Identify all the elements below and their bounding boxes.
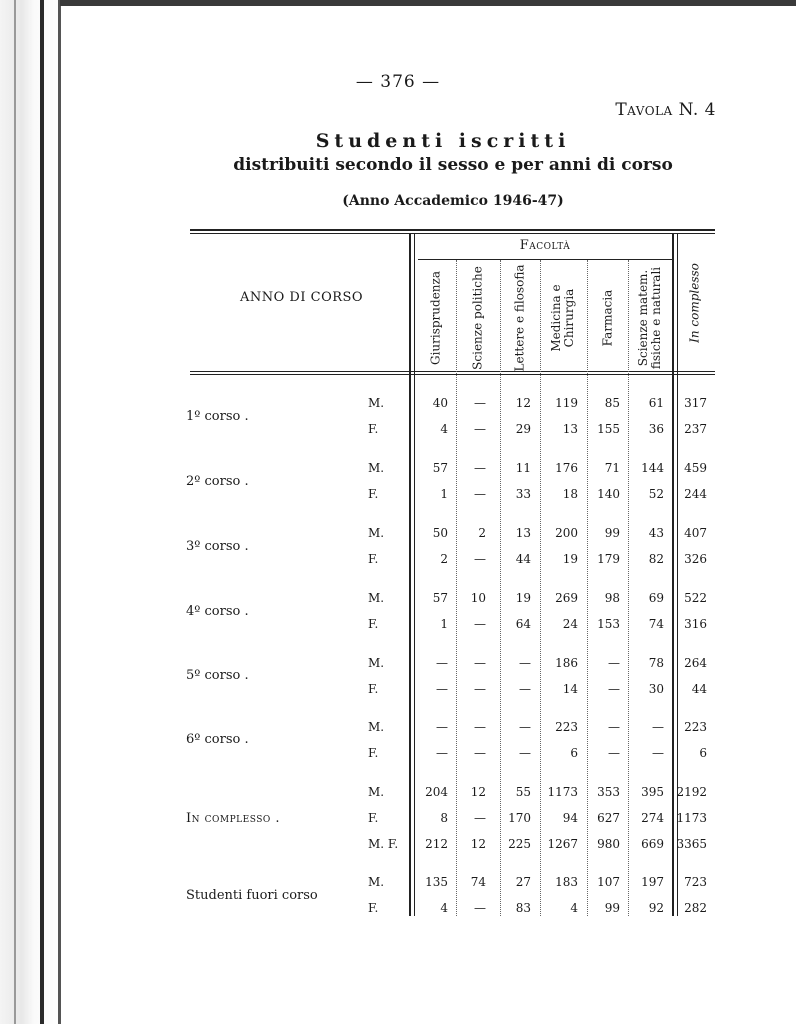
table-cell: 74 [648,617,664,631]
table-cell: 83 [515,901,531,915]
table-cell: 92 [648,901,664,915]
table-cell: 326 [684,552,707,566]
sex-label: F. [368,901,379,915]
binding-shadow-line [14,0,16,1024]
table-cell: 153 [597,617,620,631]
table-cell: 2192 [676,785,707,799]
table-cell: — [474,656,486,670]
table-cell: — [474,617,486,631]
table-cell: 407 [684,526,707,540]
row-label: 4º corso . [186,604,249,619]
table-cell: 223 [555,720,578,734]
table-cell: 1173 [547,785,578,799]
table-cell: — [436,746,448,760]
table-cell: 10 [470,591,486,605]
table-cell: — [608,720,620,734]
table-cell: 204 [425,785,448,799]
table-cell: 980 [597,837,620,851]
table-cell: 29 [515,422,531,436]
table-cell: 186 [555,656,578,670]
sex-label: M. [368,720,385,734]
table-cell: 71 [604,461,620,475]
table-cell: 269 [555,591,578,605]
sex-label: F. [368,746,379,760]
total-divider [672,234,674,916]
table-cell: 1 [440,617,448,631]
table-cell: 179 [597,552,620,566]
table-cell: 82 [648,552,664,566]
sex-label: M. [368,526,385,540]
table-cell: 1267 [547,837,578,851]
table-cell: 94 [562,811,578,825]
table-cell: 144 [641,461,664,475]
column-rule [628,260,629,916]
row-label: 5º corso . [186,668,249,683]
table-cell: 459 [684,461,707,475]
row-label: 1º corso . [186,409,249,424]
sex-label: F. [368,422,379,436]
table-cell: 119 [555,396,578,410]
table-cell: — [519,746,531,760]
sex-label: M. [368,461,385,475]
table-cell: 50 [432,526,448,540]
table-cell: 36 [648,422,664,436]
table-cell: — [436,682,448,696]
sex-label: F. [368,487,379,501]
row-label: 2º corso . [186,474,249,489]
table-cell: 44 [515,552,531,566]
table-cell: 3365 [676,837,707,851]
page-edge-line [58,0,61,1024]
table-cell: 69 [648,591,664,605]
sex-label: M. F. [368,837,399,851]
table-cell: 2 [440,552,448,566]
table-cell: 200 [555,526,578,540]
scan-binding-edge [0,0,62,1024]
table-cell: 316 [684,617,707,631]
table-cell: 669 [641,837,664,851]
table-cell: 723 [684,875,707,889]
table-cell: — [652,746,664,760]
column-rule [500,260,501,916]
table-cell: 33 [515,487,531,501]
column-header-total: In complesso [687,263,702,343]
table-cell: — [474,422,486,436]
table-cell: — [474,396,486,410]
table-cell: 43 [648,526,664,540]
table-cell: — [436,656,448,670]
stub-divider-2 [414,234,415,916]
table-cell: 225 [508,837,531,851]
table-cell: — [652,720,664,734]
anno-di-corso-header: ANNO DI CORSO [240,290,364,305]
table-top-rule-thin [190,233,715,234]
binding-dark-line [40,0,44,1024]
sex-label: M. [368,875,385,889]
table-cell: 44 [691,682,707,696]
table-cell: 30 [648,682,664,696]
table-cell: 13 [562,422,578,436]
column-header: Scienze matem. fisiche e naturali [636,266,663,370]
table-cell: — [474,811,486,825]
table-cell: 57 [432,461,448,475]
table-cell: 395 [641,785,664,799]
sex-label: M. [368,656,385,670]
stub-divider [409,234,411,916]
table-top-rule [190,229,715,231]
table-cell: 1173 [676,811,707,825]
table-cell: 64 [515,617,531,631]
facolta-header: Facoltà [519,238,571,253]
table-cell: 353 [597,785,620,799]
table-cell: — [608,656,620,670]
table-cell: — [474,720,486,734]
table-cell: 107 [597,875,620,889]
page-number: — 376 — [355,72,441,92]
table-cell: 8 [440,811,448,825]
table-cell: 74 [470,875,486,889]
table-cell: 212 [425,837,448,851]
table-cell: 4 [440,422,448,436]
table-cell: — [474,461,486,475]
sex-label: M. [368,591,385,605]
page-subtitle: distribuiti secondo il sesso e per anni di corso [233,155,673,175]
table-cell: 78 [648,656,664,670]
table-cell: 19 [562,552,578,566]
table-cell: — [519,682,531,696]
table-cell: 52 [648,487,664,501]
table-cell: 176 [555,461,578,475]
column-header: Lettere e filosofia [512,264,527,372]
column-header: Scienze politiche [470,266,485,370]
table-cell: 11 [515,461,531,475]
sex-label: F. [368,811,379,825]
table-cell: 98 [604,591,620,605]
sex-label: F. [368,682,379,696]
table-cell: 18 [562,487,578,501]
scan-top-edge [60,0,796,6]
table-cell: 223 [684,720,707,734]
table-cell: — [474,901,486,915]
table-cell: — [608,682,620,696]
table-cell: 6 [699,746,707,760]
table-cell: 317 [684,396,707,410]
column-header: Giurisprudenza [428,270,443,366]
table-cell: 12 [470,785,486,799]
table-cell: — [474,746,486,760]
table-cell: 13 [515,526,531,540]
table-cell: 40 [432,396,448,410]
table-cell: 4 [570,901,578,915]
table-cell: 274 [641,811,664,825]
table-cell: — [519,656,531,670]
column-rule [456,260,457,916]
column-rule [540,260,541,916]
table-cell: — [608,746,620,760]
table-cell: 99 [604,901,620,915]
table-cell: 61 [648,396,664,410]
row-label: 6º corso . [186,732,249,747]
table-cell: 55 [515,785,531,799]
table-cell: 2 [478,526,486,540]
table-cell: 155 [597,422,620,436]
table-cell: 183 [555,875,578,889]
table-cell: 4 [440,901,448,915]
table-cell: — [519,720,531,734]
table-cell: 6 [570,746,578,760]
row-label: Studenti fuori corso [186,888,318,903]
sex-label: M. [368,785,385,799]
table-cell: 12 [515,396,531,410]
table-cell: 264 [684,656,707,670]
column-rule [587,260,588,916]
table-cell: 135 [425,875,448,889]
table-cell: 24 [562,617,578,631]
table-cell: — [474,552,486,566]
table-cell: 170 [508,811,531,825]
academic-year: (Anno Accademico 1946-47) [342,193,564,209]
table-cell: 85 [604,396,620,410]
page-title: Studenti iscritti [315,130,571,152]
table-cell: 237 [684,422,707,436]
table-cell: — [474,682,486,696]
table-cell: 57 [432,591,448,605]
table-cell: 627 [597,811,620,825]
sex-label: M. [368,396,385,410]
table-cell: 140 [597,487,620,501]
table-cell: 19 [515,591,531,605]
table-cell: 12 [470,837,486,851]
table-number: Tavola N. 4 [615,100,716,120]
row-label: In complesso . [186,811,281,826]
column-header: Medicina e Chirurgia [549,284,576,352]
sex-label: F. [368,552,379,566]
table-cell: 282 [684,901,707,915]
sex-label: F. [368,617,379,631]
table-cell: 197 [641,875,664,889]
row-label: 3º corso . [186,539,249,554]
table-cell: — [436,720,448,734]
column-header: Farmacia [600,289,615,347]
table-cell: — [474,487,486,501]
table-cell: 1 [440,487,448,501]
header-bottom-rule-thin [190,374,715,375]
table-cell: 244 [684,487,707,501]
table-cell: 14 [562,682,578,696]
table-cell: 27 [515,875,531,889]
table-cell: 99 [604,526,620,540]
table-cell: 522 [684,591,707,605]
